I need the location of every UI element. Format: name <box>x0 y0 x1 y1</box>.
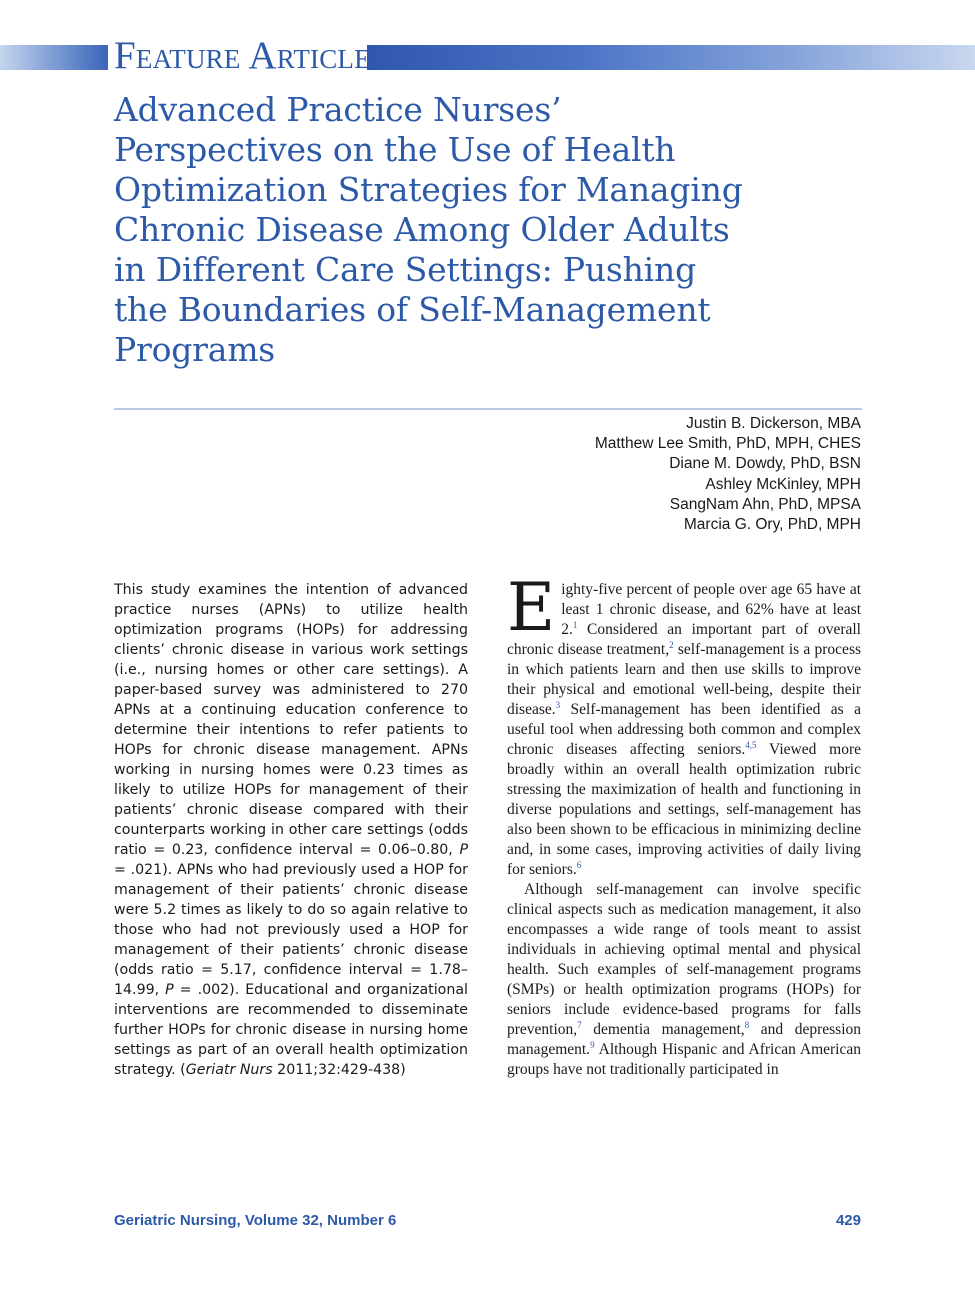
p-value-label: P <box>165 982 174 998</box>
author: SangNam Ahn, PhD, MPSA <box>669 495 861 513</box>
article-title: Advanced Practice Nurses’ Perspectives on the Use of Health Optimization Strategies for Managing Chronic Disease Among Older Adults in Different Care Settings: Pushing the Boundaries of Self-Management Programs <box>114 90 743 369</box>
author-list <box>595 414 861 535</box>
title-divider <box>114 408 862 410</box>
reference-link[interactable]: 2 <box>669 640 674 650</box>
reference-link[interactable]: 3 <box>555 700 561 710</box>
citation-journal: Geriatr Nurs <box>185 1062 273 1078</box>
reference-link[interactable]: 9 <box>590 1040 595 1050</box>
author: Diane M. Dowdy, PhD, BSN <box>669 455 861 473</box>
body-paragraph: Eighty-five percent of people over age 65 have at least 1 chronic disease, and 62% have at least 2.$^1$ Considered an important part of overall chronic disease treatment,$^2$ self-management is a process in which patients learn and then use skills to improve their physical and emotional well-being, despite their disease.$^3$ Self-management has been identified as a useful tool when addressing both common and complex chronic diseases affecting seniors.$^{4,5}$ Viewed more broadly within an overall health optimization rubric stressing the maximization of health and functioning in diverse populations and settings, self-management has also been shown to be efficacious in minimizing decline and, in some cases, improving activities of daily living for seniors.$^6$ <box>507 580 861 878</box>
author: Ashley McKinley, MPH <box>705 475 861 493</box>
abstract-text: = .021). APNs who had previously used a HOP for management of their patients’ chronic disease were 5.2 times as likely to do so again relative to those who had not previously used a HOP for management of their patients’ chronic disease (odds ratio = 5.17, confidence interval = 1.78–14.99, <box>114 862 468 998</box>
reference-link[interactable]: 8 <box>744 1020 750 1030</box>
footer-journal: Geriatric Nursing, Volume 32, Number 6 <box>114 1212 397 1229</box>
page-number: 429 <box>835 1212 861 1229</box>
header-band-left <box>0 45 108 70</box>
section-label: Feature Article <box>114 34 371 77</box>
abstract-text: = .002). Educational and organizational interventions are recommended to disseminate further HOPs for chronic disease in nursing home settings as part of an overall health optimization strategy. ( <box>114 982 468 1078</box>
reference-link[interactable]: 1 <box>572 620 578 630</box>
reference-link[interactable]: 6 <box>576 860 582 870</box>
reference-link[interactable]: 4,5 <box>745 740 757 750</box>
body-paragraph: Although self-management can involve specific clinical aspects such as medication management, it also encompasses a wide range of tools meant to assist individuals in achieving optimal mental and physical health. Such examples of self-management programs (SMPs) or health optimization programs (HOPs) for seniors include evidence-based programs for falls prevention,$^7$ dementia management,$^8$ and depression management.$^9$ Although Hispanic and African American groups have not traditionally participated in <box>507 881 861 1078</box>
abstract-text: This study examines the intention of advanced practice nurses (APNs) to utilize health optimization programs (HOPs) for addressing clients’ chronic disease in various work settings (i.e., nursing homes or other care settings). A paper-based survey was administered to 270 APNs at a continuing education conference to determine their intentions to refer patients to HOPs for chronic disease management. APNs working in nursing homes were 0.23 times as likely to utilize HOPs for management of their patients’ chronic disease compared with their counterparts working in other care settings (odds ratio = 0.23, confidence interval = 0.06–0.80, <box>114 582 468 858</box>
author: Marcia G. Ory, PhD, MPH <box>683 516 861 534</box>
citation-details: 2011;32:429-438) <box>272 1062 406 1078</box>
author: Matthew Lee Smith, PhD, MPH, CHES <box>594 435 861 453</box>
abstract <box>114 580 468 1080</box>
body-column <box>507 580 861 1140</box>
header-band-right <box>367 45 975 70</box>
reference-link[interactable]: 7 <box>577 1020 582 1030</box>
p-value-label: P <box>459 842 468 858</box>
drop-cap: E <box>507 580 556 646</box>
author: Justin B. Dickerson, MBA <box>686 415 861 432</box>
